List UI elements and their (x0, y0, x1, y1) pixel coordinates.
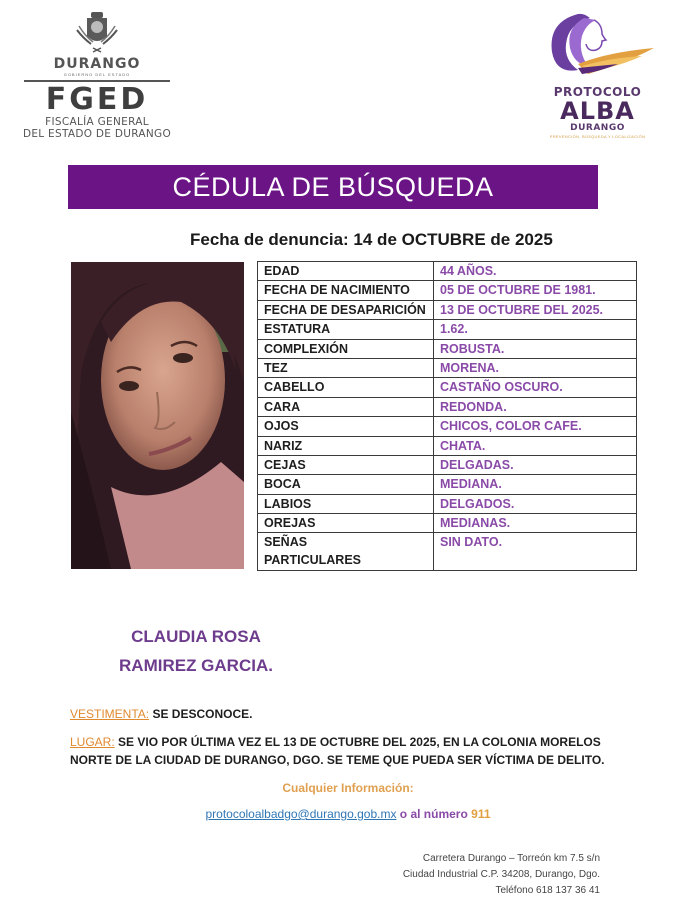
details-row (258, 300, 637, 319)
fged-line2: DEL ESTADO DE DURANGO (22, 128, 172, 140)
contact-connector: o al número (399, 807, 468, 821)
details-row (258, 417, 637, 436)
clothing-label: VESTIMENTA: (70, 707, 150, 721)
detail-label: OREJAS (258, 514, 434, 533)
detail-label: ESTATURA (258, 320, 434, 339)
missing-person-photo (71, 262, 244, 569)
detail-label: EDAD (258, 262, 434, 281)
details-row (258, 320, 637, 339)
office-address (403, 851, 600, 899)
details-row (258, 533, 637, 571)
title-banner (68, 165, 598, 209)
detail-value: MEDIANA. (434, 475, 637, 494)
fged-line1: FISCALÍA GENERAL (45, 116, 149, 128)
name-line-2: RAMIREZ GARCIA. (119, 656, 273, 675)
contact-email-link[interactable]: protocoloalbadgo@durango.gob.mx (205, 807, 397, 821)
report-date: Fecha de denuncia: 14 de OCTUBRE de 2025 (190, 230, 553, 249)
detail-value: DELGADAS. (434, 455, 637, 474)
detail-label: CABELLO (258, 378, 434, 397)
details-row (258, 397, 637, 416)
details-row (258, 494, 637, 513)
clothing-value: SE DESCONOCE. (152, 707, 253, 721)
detail-value: 13 DE OCTUBRE DEL 2025. (434, 300, 637, 319)
detail-label: SEÑAS PARTICULARES (258, 533, 434, 571)
place-line (70, 733, 630, 769)
details-row (258, 436, 637, 455)
detail-value: CHICOS, COLOR CAFE. (434, 417, 637, 436)
fged-acronym: FGED (45, 82, 149, 117)
detail-label: OJOS (258, 417, 434, 436)
alba-name: ALBA (560, 97, 635, 125)
detail-label: NARIZ (258, 436, 434, 455)
details-row (258, 358, 637, 377)
details-row (258, 262, 637, 281)
protocolo-alba-logo (530, 8, 665, 143)
detail-value: 1.62. (434, 320, 637, 339)
detail-value: MORENA. (434, 358, 637, 377)
fged-logo (22, 8, 172, 140)
detail-value: REDONDA. (434, 397, 637, 416)
detail-value: CHATA. (434, 436, 637, 455)
place-label: LUGAR: (70, 735, 115, 749)
details-row (258, 514, 637, 533)
detail-value: 05 DE OCTUBRE DE 1981. (434, 281, 637, 300)
page-title: CÉDULA DE BÚSQUEDA (172, 171, 494, 202)
detail-value: 44 AÑOS. (434, 262, 637, 281)
details-row (258, 339, 637, 358)
details-row (258, 455, 637, 474)
detail-label: FECHA DE DESAPARICIÓN (258, 300, 434, 319)
details-row (258, 378, 637, 397)
detail-label: BOCA (258, 475, 434, 494)
name-line-1: CLAUDIA ROSA (131, 627, 261, 646)
woman-profile-hair-icon (538, 8, 658, 86)
detail-label: FECHA DE NACIMIENTO (258, 281, 434, 300)
address-line-3: Teléfono 618 137 36 41 (495, 885, 600, 896)
place-value: SE VIO POR ÚLTIMA VEZ EL 13 DE OCTUBRE DEL 2025, EN LA COLONIA MORELOS NORTE DE LA CIUDAD DE DURANGO, DGO. SE TEME QUE PUEDA SER VÍCTIMA DE DELITO. (70, 735, 605, 767)
missing-person-name (86, 622, 306, 680)
fged-state-subtitle: GOBIERNO DEL ESTADO (63, 72, 131, 77)
detail-value: MEDIANAS. (434, 514, 637, 533)
detail-label: LABIOS (258, 494, 434, 513)
detail-label: CARA (258, 397, 434, 416)
fged-state-name: DURANGO (53, 56, 141, 72)
contact-heading: Cualquier Información: (282, 781, 414, 795)
detail-value: CASTAÑO OSCURO. (434, 378, 637, 397)
detail-label: CEJAS (258, 455, 434, 474)
address-line-2: Ciudad Industrial C.P. 34208, Durango, Dgo. (402, 869, 600, 880)
durango-crest-icon (69, 8, 125, 54)
address-line-1: Carretera Durango – Torreón km 7.5 s/n (422, 853, 600, 864)
details-row (258, 475, 637, 494)
detail-value: ROBUSTA. (434, 339, 637, 358)
contact-line (0, 807, 696, 821)
contact-phone: 911 (471, 807, 491, 821)
alba-region: DURANGO (570, 123, 625, 133)
alba-protocol-label: PROTOCOLO (553, 85, 642, 99)
portrait-image (71, 262, 244, 569)
detail-value: DELGADOS. (434, 494, 637, 513)
alba-tagline: PREVENCIÓN, BÚSQUEDA Y LOCALIZACIÓN (549, 134, 646, 139)
details-row (258, 281, 637, 300)
detail-label: COMPLEXIÓN (258, 339, 434, 358)
detail-label: TEZ (258, 358, 434, 377)
detail-value: SIN DATO. (434, 533, 637, 571)
details-table (257, 261, 637, 571)
clothing-line (70, 705, 253, 723)
